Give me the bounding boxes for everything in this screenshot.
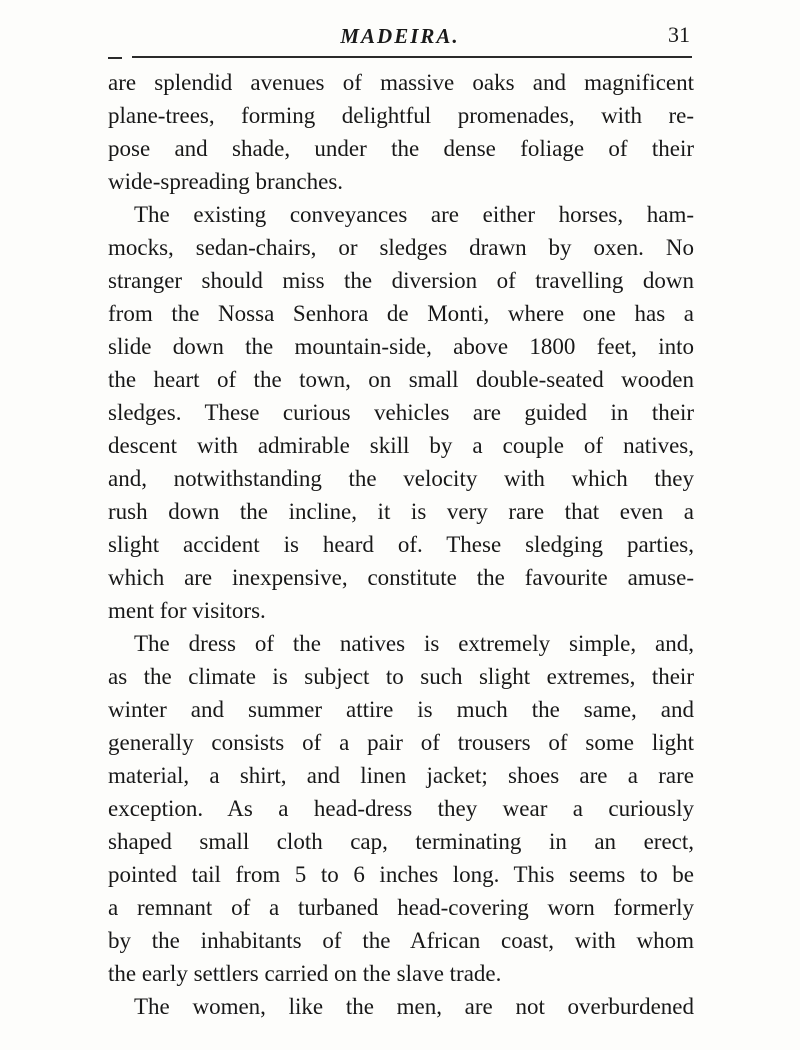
- running-head: [0, 16, 800, 50]
- text-line: rush down the incline, it is very rare that even a: [108, 499, 694, 524]
- header-dash: [108, 57, 122, 59]
- text-line: from the Nossa Senhora de Monti, where one has a: [108, 301, 694, 326]
- text-line: the early settlers carried on the slave trade.: [108, 961, 502, 986]
- text-line: pointed tail from 5 to 6 inches long. This seems to be: [108, 862, 694, 887]
- text-line: shaped small cloth cap, terminating in an erect,: [108, 829, 694, 854]
- body-text: [108, 66, 694, 1023]
- text-line: material, a shirt, and linen jacket; shoes are a rare: [108, 763, 694, 788]
- text-line: exception. As a head-dress they wear a curiously: [108, 796, 694, 821]
- text-line: winter and summer attire is much the same, and: [108, 697, 694, 722]
- text-line: slight accident is heard of. These sledging parties,: [108, 532, 694, 557]
- text-line: pose and shade, under the dense foliage of their: [108, 136, 694, 161]
- paragraph-start-line: The dress of the natives is extremely simple, and,: [134, 631, 694, 656]
- text-line: mocks, sedan-chairs, or sledges drawn by oxen. No: [108, 235, 694, 260]
- text-line: wide-spreading branches.: [108, 169, 344, 194]
- text-line: descent with admirable skill by a couple of natives,: [108, 433, 694, 458]
- running-title: MADEIRA.: [340, 24, 460, 48]
- text-line: stranger should miss the diversion of travelling down: [108, 268, 694, 293]
- paragraph-start-line: The existing conveyances are either horses, ham-: [134, 202, 694, 227]
- page-number: 31: [668, 22, 690, 47]
- text-line: ment for visitors.: [108, 598, 266, 623]
- text-line: as the climate is subject to such slight extremes, their: [108, 664, 694, 689]
- paragraph-start-line: The women, like the men, are not overburdened: [134, 994, 694, 1019]
- text-line: slide down the mountain-side, above 1800 feet, into: [108, 334, 694, 359]
- text-line: generally consists of a pair of trousers of some light: [108, 730, 694, 755]
- text-line: and, notwithstanding the velocity with which they: [108, 466, 694, 491]
- text-line: plane-trees, forming delightful promenades, with re-: [108, 103, 694, 128]
- text-line: a remnant of a turbaned head-covering worn formerly: [108, 895, 694, 920]
- text-line: sledges. These curious vehicles are guided in their: [108, 400, 694, 425]
- text-line: are splendid avenues of massive oaks and magnificent: [108, 70, 694, 95]
- text-line: which are inexpensive, constitute the favourite amuse-: [108, 565, 694, 590]
- header-rule: [132, 56, 692, 58]
- text-line: the heart of the town, on small double-seated wooden: [108, 367, 694, 392]
- text-line: by the inhabitants of the African coast, with whom: [108, 928, 694, 953]
